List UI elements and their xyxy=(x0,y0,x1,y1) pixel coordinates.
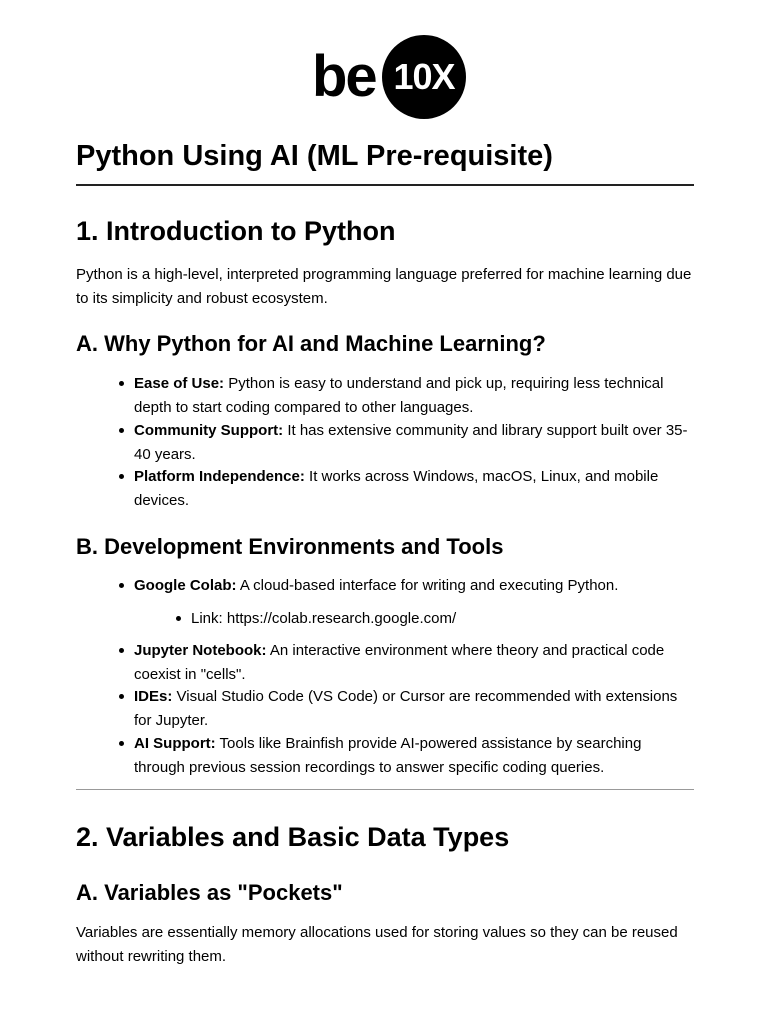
section-divider xyxy=(76,789,694,790)
list-item-text: It has extensive community and library support built over 35-40 years. xyxy=(134,422,688,463)
section-1-intro: Python is a high-level, interpreted programming language preferred for machine learning due to its simplicity and robust ecosystem. xyxy=(76,266,692,307)
list-item xyxy=(134,732,692,779)
list-item-text: It works across Windows, macOS, Linux, and mobile devices. xyxy=(134,468,659,509)
list-item-text: Visual Studio Code (VS Code) or Cursor are recommended with extensions for Jupyter. xyxy=(134,688,678,729)
list-item xyxy=(134,465,692,512)
list-item-text: An interactive environment where theory and practical code coexist in "cells". xyxy=(134,642,665,683)
section-1b-heading: B. Development Environments and Tools xyxy=(76,534,504,559)
list-item xyxy=(134,419,692,466)
colab-link-item[interactable] xyxy=(191,607,691,631)
section-1-heading: 1. Introduction to Python xyxy=(76,216,396,246)
list-item-text: Python is easy to understand and pick up, requiring less technical depth to start coding compared to other languages. xyxy=(134,375,664,416)
list-item xyxy=(134,639,692,686)
list-item-label: Ease of Use: xyxy=(134,375,225,392)
list-item xyxy=(134,372,692,419)
list-item xyxy=(134,685,692,732)
document-title: Python Using AI (ML Pre-requisite) xyxy=(76,140,553,172)
section-2-heading: 2. Variables and Basic Data Types xyxy=(76,822,510,852)
list-item-label: Google Colab: xyxy=(134,577,237,594)
list-item-label: IDEs: xyxy=(134,688,173,705)
section-2a-text: Variables are essentially memory allocations used for storing values so they can be reused without rewriting them. xyxy=(76,924,678,965)
list-item-text: A cloud-based interface for writing and executing Python. xyxy=(236,577,619,594)
list-item-label: Platform Independence: xyxy=(134,468,305,485)
list-item-text: Tools like Brainfish provide AI-powered assistance by searching through previous session recordings to answer specific coding queries. xyxy=(134,735,642,776)
title-divider xyxy=(76,184,694,186)
section-1a-heading: A. Why Python for AI and Machine Learning? xyxy=(76,331,546,356)
logo-be-text: be xyxy=(312,44,376,109)
list-item-label: AI Support: xyxy=(134,735,216,752)
list-item xyxy=(134,574,692,598)
section-2a-heading: A. Variables as "Pockets" xyxy=(76,880,343,905)
be10x-logo xyxy=(312,35,472,119)
logo-10x-text: 10X xyxy=(393,56,455,97)
colab-link[interactable]: Link: https://colab.research.google.com/ xyxy=(191,610,457,627)
list-item-label: Community Support: xyxy=(134,422,284,439)
list-item-label: Jupyter Notebook: xyxy=(134,642,267,659)
